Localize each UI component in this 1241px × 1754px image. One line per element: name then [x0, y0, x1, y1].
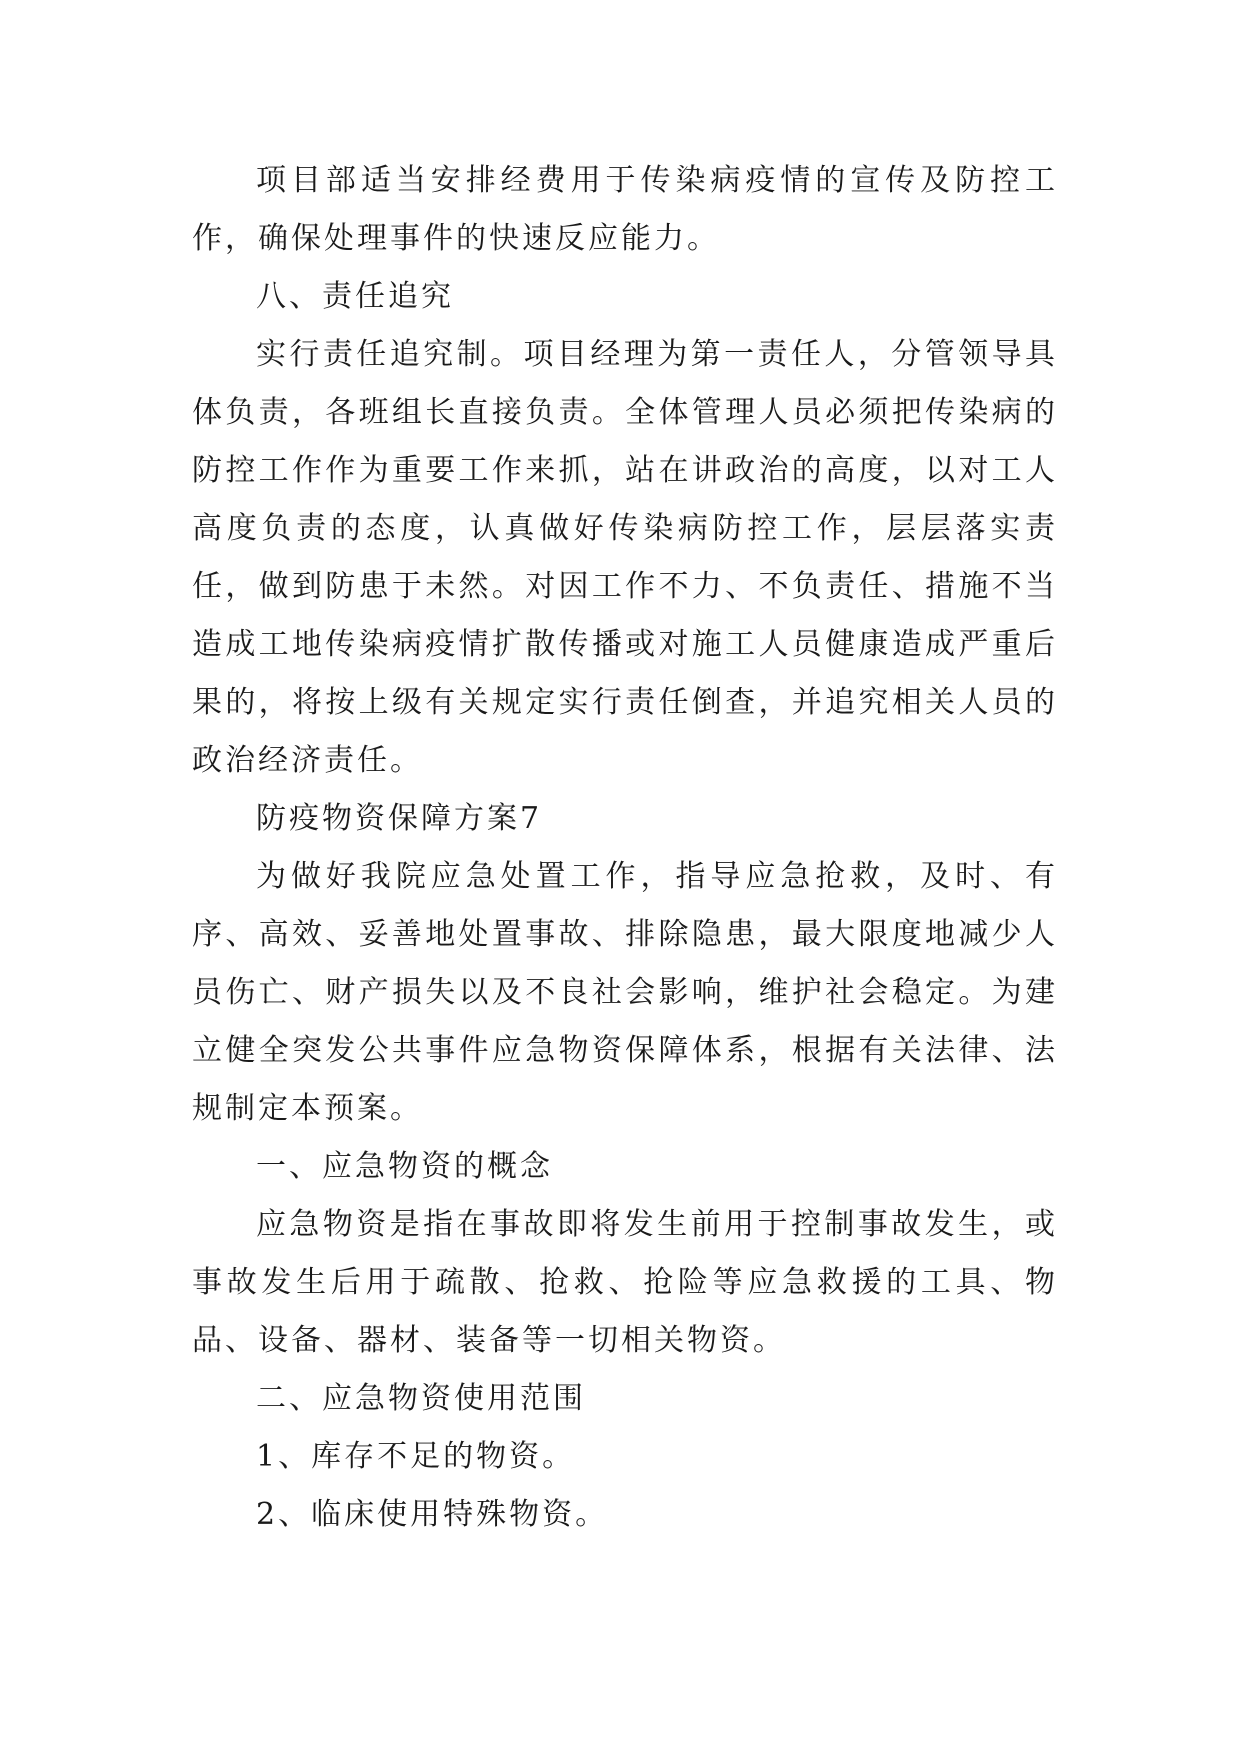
- paragraph-funding: 项目部适当安排经费用于传染病疫情的宣传及防控工作，确保处理事件的快速反应能力。: [192, 163, 1058, 256]
- paragraph-accountability: 实行责任追究制。项目经理为第一责任人，分管领导具体负责，各班组长直接负责。全体管理人员必须把传染病的防控工作作为重要工作来抓，站在讲政治的高度，以对工人高度负责的态度，认真做好传染病防控工作，层层落实责任，做到防患于未然。对因工作不力、不负责任、措施不当造成工地传染病疫情扩散传播或对施工人员健康造成严重后果的，将按上级有关规定实行责任倒查，并追究相关人员的政治经济责任。: [192, 337, 1058, 778]
- heading-concept: 一、应急物资的概念: [256, 1149, 553, 1184]
- heading-scope: 二、应急物资使用范围: [256, 1381, 586, 1416]
- paragraph-concept: 应急物资是指在事故即将发生前用于控制事故发生，或事故发生后用于疏散、抢救、抢险等应急救援的工具、物品、设备、器材、装备等一切相关物资。: [192, 1207, 1058, 1358]
- document-page: [192, 152, 1058, 1544]
- heading-accountability: 八、责任追究: [256, 279, 454, 314]
- list-item-2: 2、临床使用特殊物资。: [256, 1497, 609, 1532]
- heading-plan-7: 防疫物资保障方案7: [256, 801, 543, 836]
- list-item-1: 1、库存不足的物资。: [256, 1439, 576, 1474]
- paragraph-plan-intro: 为做好我院应急处置工作，指导应急抢救，及时、有序、高效、妥善地处置事故、排除隐患，最大限度地减少人员伤亡、财产损失以及不良社会影响，维护社会稳定。为建立健全突发公共事件应急物资保障体系，根据有关法律、法规制定本预案。: [192, 859, 1058, 1126]
